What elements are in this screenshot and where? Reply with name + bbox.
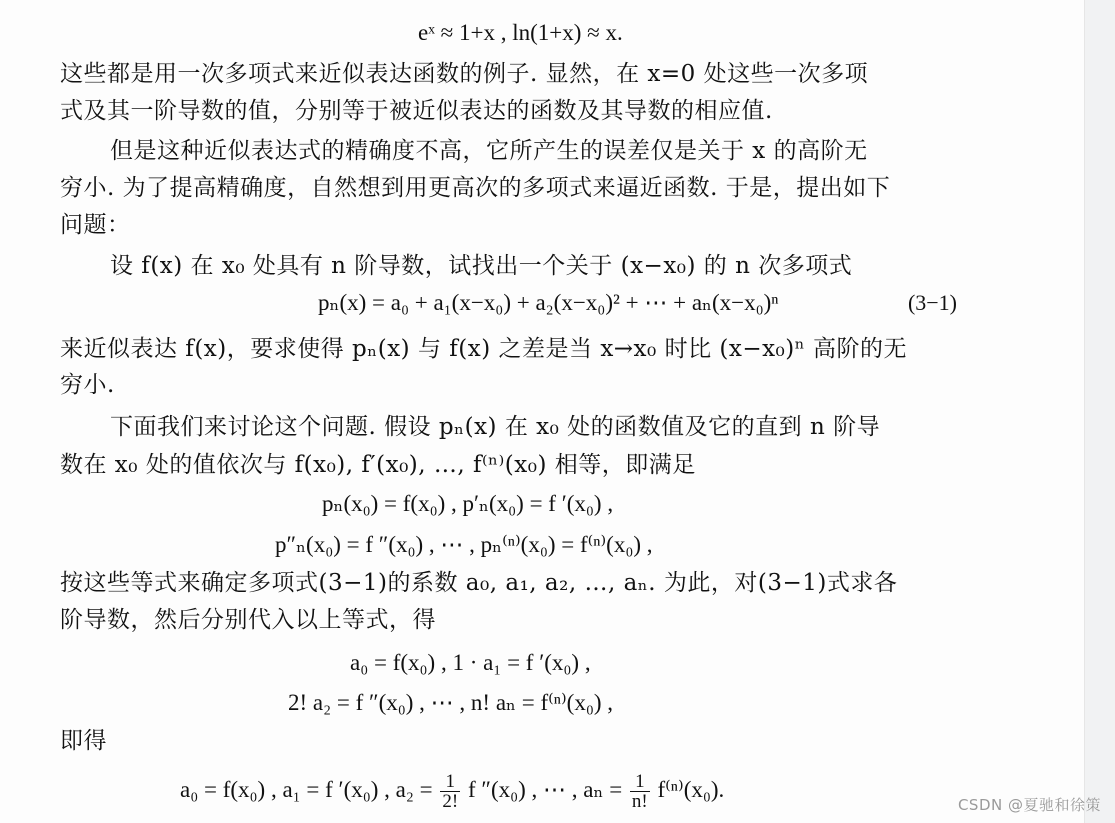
paragraph-line: 来近似表达 f(x)，要求使得 pₙ(x) 与 f(x) 之差是当 x→x₀ 时比 (x−x₀)ⁿ 高阶的无 <box>60 336 908 362</box>
equation-part: f⁽ⁿ⁾(x₀). <box>657 776 725 802</box>
paragraph-line: 数在 x₀ 处的值依次与 f(x₀), f′(x₀), …, f⁽ⁿ⁾(x₀) 相等，即满足 <box>60 452 696 478</box>
equation-conditions-1: pₙ(x₀) = f(x₀) , p′ₙ(x₀) = f ′(x₀) , <box>322 491 614 516</box>
equation-exp-ln-approx: eˣ ≈ 1+x , ln(1+x) ≈ x. <box>418 20 623 45</box>
paragraph-line: 按这些等式来确定多项式(3−1)的系数 a₀, a₁, a₂, …, aₙ. 为此，对(3−1)式求各 <box>60 570 898 596</box>
scroll-rail[interactable] <box>1084 0 1115 823</box>
equation-coefficients-1: a₀ = f(x₀) , 1 · a₁ = f ′(x₀) , <box>350 650 591 675</box>
paragraph-line: 这些都是用一次多项式来近似表达函数的例子. 显然，在 x=0 处这些一次多项 <box>60 61 869 87</box>
paragraph-line: 穷小. <box>60 372 115 398</box>
equation-coefficients-final <box>180 772 724 811</box>
fraction-numerator: 1 <box>630 772 650 792</box>
equation-taylor-polynomial: pₙ(x) = a₀ + a₁(x−x₀) + a₂(x−x₀)² + ⋯ + aₙ(x−x₀)ⁿ <box>318 290 779 315</box>
equation-number: (3−1) <box>907 290 957 315</box>
equation-coefficients-2: 2! a₂ = f ″(x₀) , ⋯ , n! aₙ = f⁽ⁿ⁾(x₀) , <box>288 690 614 715</box>
paragraph-line: 即得 <box>60 728 107 754</box>
equation-part: a₀ = f(x₀) , a₁ = f ′(x₀) , a₂ = <box>180 776 433 802</box>
paragraph-line: 式及其一阶导数的值，分别等于被近似表达的函数及其导数的相应值. <box>60 98 773 124</box>
watermark: CSDN @夏驰和徐策 <box>957 796 1101 814</box>
equation-conditions-2: p″ₙ(x₀) = f ″(x₀) , ⋯ , pₙ⁽ⁿ⁾(x₀) = f⁽ⁿ⁾(x₀) , <box>275 532 653 557</box>
paragraph-line: 设 f(x) 在 x₀ 处具有 n 阶导数，试找出一个关于 (x−x₀) 的 n 次多项式 <box>110 253 853 279</box>
paragraph-line: 但是这种近似表达式的精确度不高，它所产生的误差仅是关于 x 的高阶无 <box>110 138 868 164</box>
fraction-1-over-n-factorial <box>630 772 650 811</box>
paragraph-line: 穷小. 为了提高精确度，自然想到用更高次的多项式来逼近函数. 于是，提出如下 <box>60 175 891 201</box>
fraction-denominator: n! <box>631 791 648 812</box>
equation-part: f ″(x₀) , ⋯ , aₙ = <box>467 776 623 802</box>
paragraph-line: 问题： <box>60 212 131 238</box>
paragraph-line: 下面我们来讨论这个问题. 假设 pₙ(x) 在 x₀ 处的函数值及它的直到 n 阶导 <box>110 414 881 440</box>
paragraph-line: 阶导数，然后分别代入以上等式，得 <box>60 607 436 633</box>
fraction-numerator: 1 <box>440 772 460 792</box>
fraction-denominator: 2! <box>442 791 459 812</box>
fraction-1-over-2-factorial <box>440 772 460 811</box>
